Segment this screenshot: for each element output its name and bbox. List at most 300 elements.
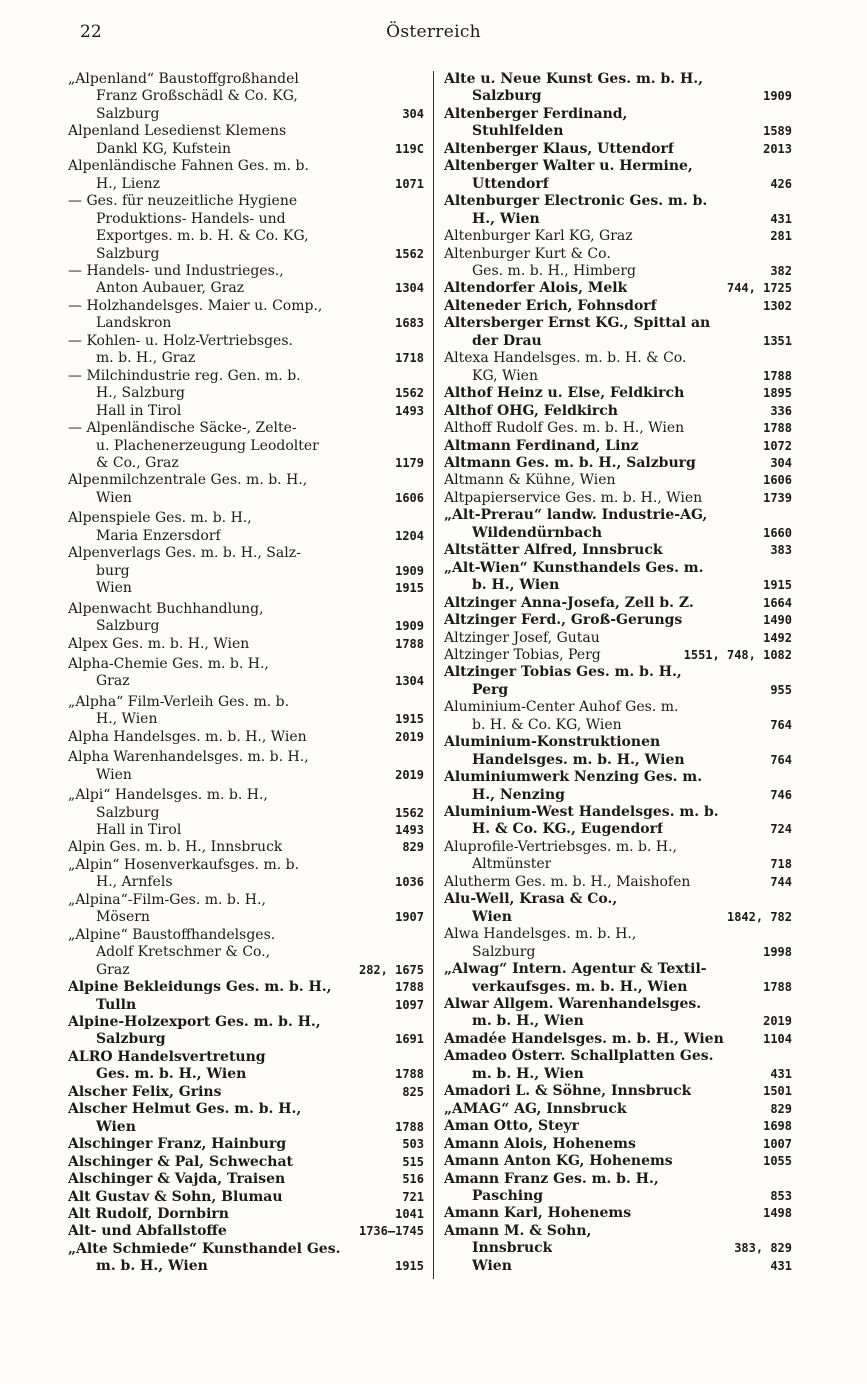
entry-text: Alschinger & Pal, Schwechat — [68, 1153, 294, 1170]
entry-text: Alscher Helmut Ges. m. b. H., — [68, 1101, 302, 1118]
entry-text: Wien — [96, 1118, 136, 1135]
page-reference: 1788 — [395, 980, 424, 995]
entry-line — [68, 909, 424, 926]
directory-entry — [444, 490, 792, 507]
entry-line — [444, 996, 792, 1013]
directory-entry — [68, 510, 424, 545]
entry-text: Wien — [472, 1257, 512, 1274]
entry-text: der Drau — [472, 332, 542, 349]
entry-text: Salzburg — [96, 804, 160, 821]
page-reference: 119C — [395, 141, 424, 156]
page-reference: 1788 — [395, 1119, 424, 1134]
page-reference: 1492 — [763, 630, 792, 645]
entry-text: Salzburg — [96, 618, 160, 635]
directory-entry — [444, 560, 792, 595]
page-reference: 1097 — [395, 997, 424, 1012]
entry-line — [444, 944, 792, 961]
entry-line — [444, 734, 792, 751]
entry-line — [444, 821, 792, 838]
page-reference: 336 — [770, 403, 792, 418]
directory-entry — [444, 472, 792, 489]
entry-text: „Alwag“ Intern. Agentur & Textil- — [444, 961, 707, 978]
entry-line — [444, 490, 792, 507]
entry-text: Alt Gustav & Sohn, Blumau — [68, 1188, 283, 1205]
entry-line — [68, 563, 424, 580]
directory-entry — [444, 246, 792, 281]
page-reference: 431 — [770, 1258, 792, 1273]
entry-text: — Milchindustrie reg. Gen. m. b. — [68, 367, 301, 384]
directory-entry — [444, 315, 792, 350]
entry-text: Salzburg — [96, 245, 160, 262]
entry-text: Franz Großschädl & Co. KG, — [96, 88, 298, 105]
entry-line — [444, 350, 792, 367]
page-reference: 1606 — [395, 490, 424, 505]
entry-line — [68, 694, 424, 711]
entry-line — [444, 682, 792, 699]
directory-entry — [68, 1101, 424, 1136]
entry-text: Altzinger Tobias Ges. m. b. H., — [444, 664, 682, 681]
entry-line — [444, 787, 792, 804]
entry-text: Altpapierservice Ges. m. b. H., Wien — [444, 489, 703, 506]
entry-line — [68, 962, 424, 979]
entry-line — [68, 927, 424, 944]
entry-text: Amann Karl, Hohenems — [444, 1205, 632, 1222]
entry-line — [444, 263, 792, 280]
entry-line — [444, 158, 792, 175]
entry-text: Altenberger Ferdinand, — [444, 105, 628, 122]
directory-entry — [444, 804, 792, 839]
directory-entry — [68, 601, 424, 636]
entry-line — [444, 403, 792, 420]
entry-text: Altmünster — [472, 856, 552, 873]
page-reference: 721 — [402, 1189, 424, 1204]
entry-text: m. b. H., Wien — [472, 1013, 584, 1030]
entry-line — [68, 711, 424, 728]
entry-line — [444, 1101, 792, 1118]
entry-line — [68, 944, 424, 961]
entry-line — [68, 1014, 424, 1031]
directory-entry — [444, 961, 792, 996]
entry-text: Altmann Ferdinand, Linz — [444, 437, 639, 454]
page-reference: 1664 — [763, 595, 792, 610]
entry-line — [444, 647, 792, 664]
page-reference: 2013 — [763, 141, 792, 156]
entry-text: Exportges. m. b. H. & Co. KG, — [96, 228, 309, 245]
entry-line — [68, 280, 424, 297]
page-reference: 1895 — [763, 386, 792, 401]
entry-line — [444, 874, 792, 891]
page-reference: 1698 — [763, 1119, 792, 1134]
entry-line — [68, 193, 424, 210]
entry-text: Altenburger Karl KG, Graz — [444, 228, 633, 245]
entry-line — [444, 1240, 792, 1257]
page-reference: 1589 — [763, 124, 792, 139]
entry-line — [68, 1119, 424, 1136]
entry-text: Altendorfer Alois, Melk — [444, 280, 628, 297]
entry-text: Alpex Ges. m. b. H., Wien — [68, 635, 250, 652]
page-reference: 853 — [770, 1189, 792, 1203]
page-reference: 282, 1675 — [358, 962, 424, 977]
entry-line — [68, 636, 424, 653]
entry-line — [68, 211, 424, 228]
entry-text: „Alpin“ Hosenverkaufsges. m. b. — [68, 856, 300, 873]
page-reference: 1909 — [395, 619, 424, 634]
entry-line — [444, 979, 792, 996]
entry-text: Alte u. Neue Kunst Ges. m. b. H., — [444, 71, 704, 87]
directory-entry — [444, 647, 792, 664]
directory-entry — [68, 333, 424, 368]
page-reference: 426 — [770, 176, 792, 191]
entry-line — [444, 1136, 792, 1153]
page-reference: 2019 — [763, 1014, 792, 1029]
entry-line — [444, 71, 792, 88]
entry-text: Aluprofile-Vertriebsges. m. b. H., — [444, 838, 678, 855]
entry-text: Altzinger Josef, Gutau — [444, 629, 600, 646]
entry-text: Alt Rudolf, Dornbirn — [68, 1206, 229, 1222]
entry-text: Alpenland Lesedienst Klemens — [68, 123, 287, 140]
page-reference: 1907 — [395, 910, 424, 925]
directory-entry — [68, 636, 424, 653]
page-reference: 1304 — [395, 281, 424, 296]
entry-line — [68, 123, 424, 140]
page-reference: 1071 — [395, 176, 424, 191]
entry-line — [444, 595, 792, 612]
entry-text: Amann Anton KG, Hohenems — [444, 1153, 673, 1170]
entry-line — [68, 1189, 424, 1206]
entry-line — [444, 804, 792, 821]
directory-entry — [444, 280, 792, 297]
directory-entry — [444, 193, 792, 228]
directory-entry — [68, 1171, 424, 1188]
entry-text: Amann Franz Ges. m. b. H., — [444, 1170, 659, 1187]
page-reference: 1998 — [763, 944, 792, 959]
entry-text: Aluminium-West Handelsges. m. b. — [444, 804, 719, 821]
entry-line — [68, 857, 424, 874]
entry-text: Altersberger Ernst KG., Spittal an — [444, 315, 711, 332]
entry-line — [444, 472, 792, 489]
entry-text: Mösern — [96, 909, 150, 926]
directory-entry — [68, 839, 424, 856]
entry-line — [444, 699, 792, 716]
entry-text: u. Plachenerzeugung Leodolter — [96, 437, 319, 454]
entry-line — [68, 1101, 424, 1118]
page-reference: 1915 — [395, 1259, 424, 1274]
directory-entry — [444, 1101, 792, 1118]
entry-line — [68, 545, 424, 562]
entry-text: Maria Enzersdorf — [96, 527, 221, 544]
entry-text: Alpin Ges. m. b. H., Innsbruck — [68, 839, 283, 856]
entry-line — [444, 385, 792, 402]
entry-line — [444, 1013, 792, 1030]
page-number: 22 — [80, 22, 102, 42]
entry-text: Alteneder Erich, Fohnsdorf — [444, 297, 657, 314]
entry-text: Wien — [472, 908, 512, 925]
page-reference: 1788 — [763, 979, 792, 994]
entry-line — [68, 88, 424, 105]
entry-text: „Alt-Wien“ Kunsthandels Ges. m. — [444, 559, 704, 576]
entry-text: Aman Otto, Steyr — [444, 1118, 580, 1135]
entry-text: „Alte Schmiede“ Kunsthandel Ges. — [68, 1240, 341, 1257]
entry-text: b. H. & Co. KG, Wien — [472, 716, 622, 733]
directory-entry — [444, 769, 792, 804]
directory-entry — [68, 979, 424, 1014]
entry-text: „Alt-Prerau“ landw. Industrie-AG, — [444, 507, 708, 524]
entry-text: H., Wien — [472, 210, 540, 227]
entry-text: „Alpina“-Film-Ges. m. b. H., — [68, 891, 266, 908]
entry-text: Altstätter Alfred, Innsbruck — [444, 542, 663, 559]
entry-line — [68, 787, 424, 804]
directory-entry — [444, 891, 792, 926]
entry-text: — Handels- und Industrieges., — [68, 262, 284, 279]
entry-text: Stuhlfelden — [472, 123, 564, 140]
entry-line — [444, 630, 792, 647]
entry-line — [68, 749, 424, 766]
entry-text: Alu-Well, Krasa & Co., — [444, 891, 618, 908]
page-reference: 1660 — [763, 525, 792, 540]
page-reference: 1691 — [395, 1032, 424, 1047]
entry-line — [68, 580, 424, 597]
page-reference: 431 — [770, 211, 792, 226]
directory-entry — [68, 368, 424, 420]
page-reference: 764 — [770, 717, 792, 732]
entry-text: Alt- und Abfallstoffe — [68, 1223, 227, 1240]
entry-line — [68, 1171, 424, 1188]
directory-entry — [444, 664, 792, 699]
entry-line — [68, 618, 424, 635]
directory-entry — [68, 123, 424, 158]
page-reference: 1501 — [763, 1084, 792, 1099]
directory-entry — [68, 1154, 424, 1171]
entry-line — [444, 1048, 792, 1065]
page-reference: 829 — [770, 1101, 792, 1116]
directory-entry — [68, 545, 424, 597]
entry-line — [68, 1206, 424, 1223]
entry-text: — Alpenländische Säcke-, Zelte- — [68, 420, 297, 437]
page-reference: 829 — [402, 840, 424, 855]
entry-text: Altzinger Anna-Josefa, Zell b. Z. — [444, 594, 694, 611]
directory-entry — [444, 298, 792, 315]
page-reference: 1179 — [395, 455, 424, 470]
page-reference: 382 — [770, 263, 792, 278]
page-reference: 744, 1725 — [726, 281, 792, 296]
directory-entry — [444, 141, 792, 158]
directory-entry — [68, 1206, 424, 1223]
entry-line — [68, 528, 424, 545]
page-reference: 1788 — [763, 368, 792, 383]
entry-text: m. b. H., Wien — [96, 1258, 208, 1275]
page-reference: 1909 — [763, 89, 792, 104]
entry-line — [444, 438, 792, 455]
directory-entry — [68, 1136, 424, 1153]
page-reference: 1498 — [763, 1206, 792, 1221]
page-reference: 955 — [770, 682, 792, 697]
directory-entry — [444, 630, 792, 647]
directory-entry — [68, 1241, 424, 1276]
page-reference: 1606 — [763, 473, 792, 488]
directory-entry — [444, 507, 792, 542]
left-column — [68, 71, 424, 1276]
page-reference: 1493 — [395, 823, 424, 838]
entry-text: Amadori L. & Söhne, Innsbruck — [444, 1083, 692, 1100]
entry-text: Uttendorf — [472, 175, 549, 192]
page-reference: 304 — [402, 106, 424, 121]
entry-line — [68, 141, 424, 158]
page-reference: 2019 — [395, 729, 424, 744]
page-reference: 1915 — [395, 581, 424, 596]
entry-line — [444, 909, 792, 926]
directory-entry — [68, 729, 424, 746]
entry-line — [444, 193, 792, 210]
entry-line — [68, 1049, 424, 1066]
entry-text: H., Salzburg — [96, 385, 185, 402]
entry-text: Landskron — [96, 315, 172, 332]
entry-line — [444, 228, 792, 245]
entry-line — [68, 1031, 424, 1048]
page-reference: 1915 — [763, 578, 792, 593]
entry-line — [444, 1188, 792, 1205]
page-reference: 383, 829 — [734, 1241, 792, 1256]
entry-text: burg — [96, 562, 130, 579]
entry-text: Alpha-Chemie Ges. m. b. H., — [68, 655, 269, 672]
entry-text: Hall in Tirol — [96, 402, 182, 419]
entry-text: Alscher Felix, Grins — [68, 1083, 222, 1100]
entry-line — [444, 1171, 792, 1188]
entry-text: ALRO Handelsvertretung — [68, 1048, 266, 1065]
entry-line — [444, 176, 792, 193]
page-reference: 1909 — [395, 563, 424, 578]
page-reference: 383 — [770, 543, 792, 558]
entry-line — [444, 1118, 792, 1135]
column-divider — [433, 71, 434, 1279]
entry-line — [444, 280, 792, 297]
entry-text: Alwa Handelsges. m. b. H., — [444, 926, 637, 943]
entry-line — [444, 368, 792, 385]
entry-line — [444, 1066, 792, 1083]
directory-entry — [444, 228, 792, 245]
entry-line — [444, 1258, 792, 1275]
directory-entry — [68, 71, 424, 123]
entry-line — [68, 1223, 424, 1240]
entry-line — [68, 438, 424, 455]
entry-text: Handelsges. m. b. H., Wien — [472, 751, 685, 768]
page-reference: 1562 — [395, 805, 424, 820]
page-reference: 1104 — [763, 1031, 792, 1046]
directory-entry — [444, 542, 792, 559]
directory-entry — [444, 1118, 792, 1135]
directory-entry — [68, 158, 424, 193]
entry-text: Althof Heinz u. Else, Feldkirch — [444, 385, 685, 402]
entry-line — [444, 926, 792, 943]
entry-text: Alpine Bekleidungs Ges. m. b. H., — [68, 979, 332, 996]
page-reference: 1351 — [763, 333, 792, 348]
directory-entry — [444, 874, 792, 891]
directory-entry — [68, 749, 424, 784]
entry-line — [444, 1031, 792, 1048]
entry-text: „Alpha“ Film-Verleih Ges. m. b. — [68, 693, 290, 710]
entry-line — [68, 1258, 424, 1275]
entry-text: Wien — [96, 489, 132, 506]
page-reference: 1915 — [395, 712, 424, 727]
page-reference: 1736—1745 — [358, 1224, 424, 1239]
directory-entry — [444, 438, 792, 455]
entry-text: Tulln — [96, 996, 137, 1013]
entry-text: Ges. m. b. H., Wien — [96, 1066, 247, 1083]
page-reference: 1562 — [395, 246, 424, 261]
entry-text: Amann M. & Sohn, — [444, 1222, 592, 1239]
page-reference: 1683 — [395, 316, 424, 331]
entry-text: Altenburger Electronic Ges. m. b. — [444, 193, 708, 210]
entry-line — [68, 997, 424, 1014]
entry-line — [444, 123, 792, 140]
entry-text: Alpenverlags Ges. m. b. H., Salz- — [68, 545, 301, 562]
directory-entry — [68, 927, 424, 979]
entry-line — [444, 542, 792, 559]
entry-text: Altexa Handelsges. m. b. H. & Co. — [444, 350, 687, 367]
page-reference: 1036 — [395, 875, 424, 890]
entry-line — [444, 891, 792, 908]
page-reference: 1718 — [395, 351, 424, 366]
entry-text: Pasching — [472, 1188, 544, 1204]
directory-entry — [444, 926, 792, 961]
entry-line — [68, 106, 424, 123]
directory-entry — [444, 385, 792, 402]
entry-text: Graz — [96, 961, 130, 978]
entry-text: H., Nenzing — [472, 786, 565, 803]
entry-line — [68, 767, 424, 784]
directory-entry — [68, 892, 424, 927]
entry-line — [444, 88, 792, 105]
entry-line — [68, 472, 424, 489]
entry-text: Graz — [96, 673, 130, 690]
directory-entry — [68, 1223, 424, 1240]
directory-entry — [68, 1014, 424, 1049]
entry-text: Dankl KG, Kufstein — [96, 140, 231, 157]
page-reference: 1490 — [763, 613, 792, 628]
entry-line — [68, 333, 424, 350]
entry-text: Produktions- Handels- und — [96, 210, 286, 227]
entry-text: — Holzhandelsges. Maier u. Comp., — [68, 297, 323, 314]
entry-line — [444, 106, 792, 123]
entry-text: Hall in Tirol — [96, 822, 182, 839]
directory-entry — [68, 420, 424, 472]
entry-line — [444, 961, 792, 978]
directory-entry — [444, 1153, 792, 1170]
page-reference: 1493 — [395, 403, 424, 418]
entry-text: m. b. H., Graz — [96, 350, 196, 367]
directory-entry — [68, 193, 424, 263]
entry-text: Wildendürnbach — [472, 524, 603, 541]
entry-text: Altenburger Kurt & Co. — [444, 245, 611, 262]
directory-entry — [68, 1084, 424, 1101]
directory-entry — [68, 472, 424, 507]
entry-line — [444, 664, 792, 681]
entry-text: H., Lienz — [96, 175, 161, 192]
entry-text: KG, Wien — [472, 367, 538, 384]
entry-line — [68, 979, 424, 996]
page-reference: 746 — [770, 787, 792, 802]
page-reference: 1302 — [763, 298, 792, 313]
entry-text: Aluminiumwerk Nenzing Ges. m. — [444, 769, 703, 786]
directory-entry — [444, 158, 792, 193]
entry-line — [68, 315, 424, 332]
entry-text: Alpenspiele Ges. m. b. H., — [68, 510, 252, 527]
page-reference: 515 — [402, 1154, 424, 1169]
directory-entry — [444, 699, 792, 734]
page-reference: 744 — [770, 874, 792, 889]
page-reference: 281 — [770, 229, 792, 244]
entry-text: Wien — [96, 766, 132, 783]
directory-entry — [444, 734, 792, 769]
